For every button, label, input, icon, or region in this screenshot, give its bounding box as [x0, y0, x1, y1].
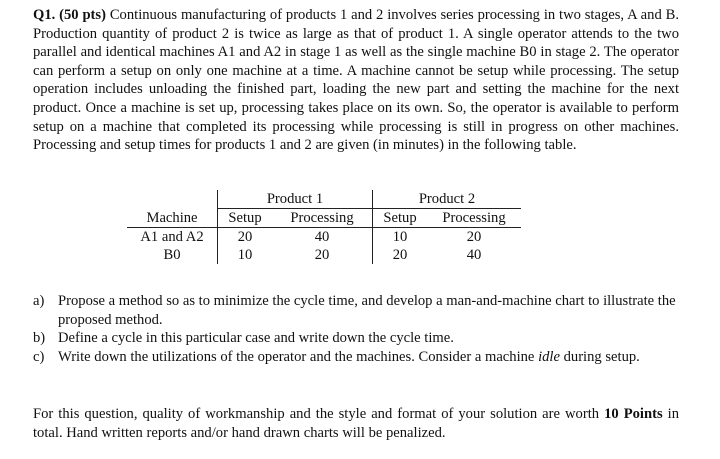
grading-note	[33, 405, 679, 442]
p1-setup-cell: 10	[218, 246, 273, 264]
p2-processing-cell: 40	[466, 247, 482, 263]
note-text-before: For this question, quality of workmanship and the style and format of your solution are worth	[33, 406, 605, 422]
part-letter: a)	[33, 293, 45, 309]
machine-header: Machine	[127, 209, 218, 228]
p1-processing-cell: 20	[314, 247, 330, 263]
p2-processing-header: Processing	[427, 209, 521, 228]
part-letter: b)	[33, 330, 46, 347]
part-b	[33, 329, 679, 348]
question-paragraph	[33, 6, 679, 155]
part-text: Define a cycle in this particular case and write down the cycle time.	[58, 330, 454, 347]
machine-cell: B0	[163, 247, 181, 263]
question-body: Continuous manufacturing of products 1 and 2 involves series processing in two stages, A and B. Production quantity of product 2 is twice as large as that of product 1. A single operator attends to the two parallel and identical machines A1 and A2 in stage 1 as well as the single machine B0 in stage 2. The operator can perform a setup on only one machine at a time. A machine cannot be setup while processing. The setup operation includes unloading the finished part, loading the new part and setting the machine for the next product. Once a machine is set up, processing takes place on its own. So, the operator is available to perform setup on a machine that completed its processing while processing is still in progress on other machines. Processing and setup times for products 1 and 2 are given (in minutes) in the following table.	[33, 7, 679, 154]
part-c-text-before: Write down the utilizations of the operator and the machines. Consider a machine	[58, 348, 539, 365]
sub-questions	[33, 292, 679, 366]
part-text	[58, 348, 679, 367]
p2-setup-cell: 20	[373, 246, 428, 264]
table-row	[127, 246, 521, 264]
part-a	[33, 292, 679, 329]
product1-header: Product 1	[218, 190, 373, 209]
p2-setup-cell: 10	[373, 228, 428, 247]
product2-header: Product 2	[373, 190, 522, 209]
question-block	[33, 6, 679, 155]
part-c-italic: idle	[538, 348, 560, 365]
note-points: 10 Points	[604, 406, 663, 422]
p1-processing-cell: 40	[314, 229, 330, 245]
part-c	[33, 348, 679, 367]
part-c-text-after: during setup.	[559, 348, 640, 365]
table-header-row-1	[127, 190, 521, 209]
question-label: Q1. (50 pts)	[33, 7, 106, 23]
times-table	[127, 190, 521, 264]
p1-setup-cell: 20	[218, 228, 273, 247]
p2-setup-header: Setup	[373, 209, 428, 228]
p2-processing-cell: 20	[466, 229, 482, 245]
times-table-wrapper	[127, 190, 521, 264]
part-text: Propose a method so as to minimize the cycle time, and develop a man-and-machine chart to illustrate the proposed method.	[58, 293, 676, 328]
table-row	[127, 228, 521, 247]
p1-processing-header: Processing	[272, 209, 373, 228]
part-letter: c)	[33, 348, 45, 365]
p1-setup-header: Setup	[218, 209, 273, 228]
table-header-row-2	[127, 209, 521, 228]
note-text-after: in total. Hand written reports and/or hand drawn charts will be penalized.	[33, 406, 679, 441]
machine-cell: A1 and A2	[140, 229, 204, 245]
